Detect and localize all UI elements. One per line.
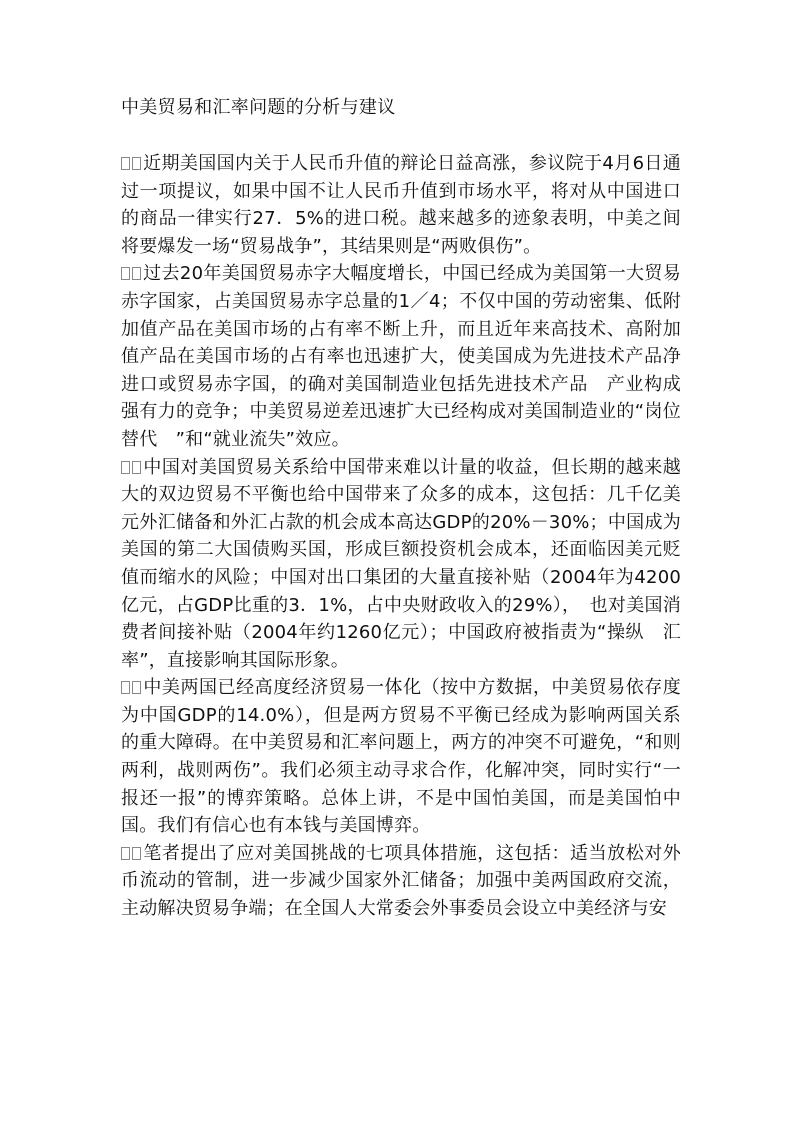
missing-glyph-box <box>132 847 141 860</box>
missing-glyph-box <box>121 461 130 474</box>
missing-glyph-box <box>132 157 141 170</box>
missing-glyph-box <box>121 847 130 860</box>
document-title: 中美贸易和汇率问题的分析与建议 <box>121 97 396 118</box>
paragraph-text: 中美两国已经高度经济贸易一体化（按中方数据，中美贸易依存度为中国GDP的14.0%），但是两方贸易不平衡已经成为影响两国关系的重大障碍。在中美贸易和汇率问题上，两方的冲突不可避免，“和则两利，战则两伤”。我们必须主动寻求合作，化解冲突，同时实行“一报还一报”的博弈策略。总体上讲，不是中国怕美国，而是美国怕中国。我们有信心也有本钱与美国博弈。 <box>121 677 681 837</box>
paragraph-5 <box>121 840 681 923</box>
paragraph-1 <box>121 150 681 260</box>
paragraph-text: 笔者提出了应对美国挑战的七项具体措施，这包括：适当放松对外币流动的管制，进一步减少国家外汇储备；加强中美两国政府交流，主动解决贸易争端；在全国人大常委会外事委员会设立中美经济与安 <box>121 842 681 920</box>
paragraph-2 <box>121 260 681 453</box>
missing-glyph-box <box>121 157 130 170</box>
paragraph-3 <box>121 454 681 675</box>
paragraph-text: 近期美国国内关于人民币升值的辩论日益高涨，参议院于4月6日通过一项提议，如果中国不让人民币升值到市场水平，将对从中国进口的商品一律实行27．5%的进口税。越来越多的迹象表明，中美之间将要爆发一场“贸易战争”，其结果则是“两败俱伤”。 <box>121 153 681 257</box>
missing-glyph-box <box>132 681 141 694</box>
paragraph-4 <box>121 674 681 840</box>
document-page <box>121 95 681 923</box>
missing-glyph-box <box>121 681 130 694</box>
paragraph-text: 过去20年美国贸易赤字大幅度增长，中国已经成为美国第一大贸易赤字国家，占美国贸易赤字总量的1／4；不仅中国的劳动密集、低附加值产品在美国市场的占有率不断上升，而且近年来高技术、高附加值产品在美国市场的占有率也迅速扩大，使美国成为先进技术产品净进口或贸易赤字国，的确对美国制造业包括先进技术产品 产业构成强有力的竞争；中美贸易逆差迅速扩大已经构成对美国制造业的“岗位替代 ”和“就业流失”效应。 <box>121 263 681 450</box>
missing-glyph-box <box>132 461 141 474</box>
missing-glyph-box <box>121 267 130 280</box>
paragraph-text: 中国对美国贸易关系给中国带来难以计量的收益，但长期的越来越大的双边贸易不平衡也给中国带来了众多的成本，这包括：几千亿美元外汇储备和外汇占款的机会成本高达GDP的20%－30%；中国成为美国的第二大国债购买国，形成巨额投资机会成本，还面临因美元贬值而缩水的风险；中国对出口集团的大量直接补贴（2004年为4200亿元，占GDP比重的3．1%，占中央财政收入的29%）， 也对美国消费者间接补贴（2004年约1260亿元）；中国政府被指责为“操纵 汇率”，直接影响其国际形象。 <box>121 456 681 671</box>
missing-glyph-box <box>132 267 141 280</box>
